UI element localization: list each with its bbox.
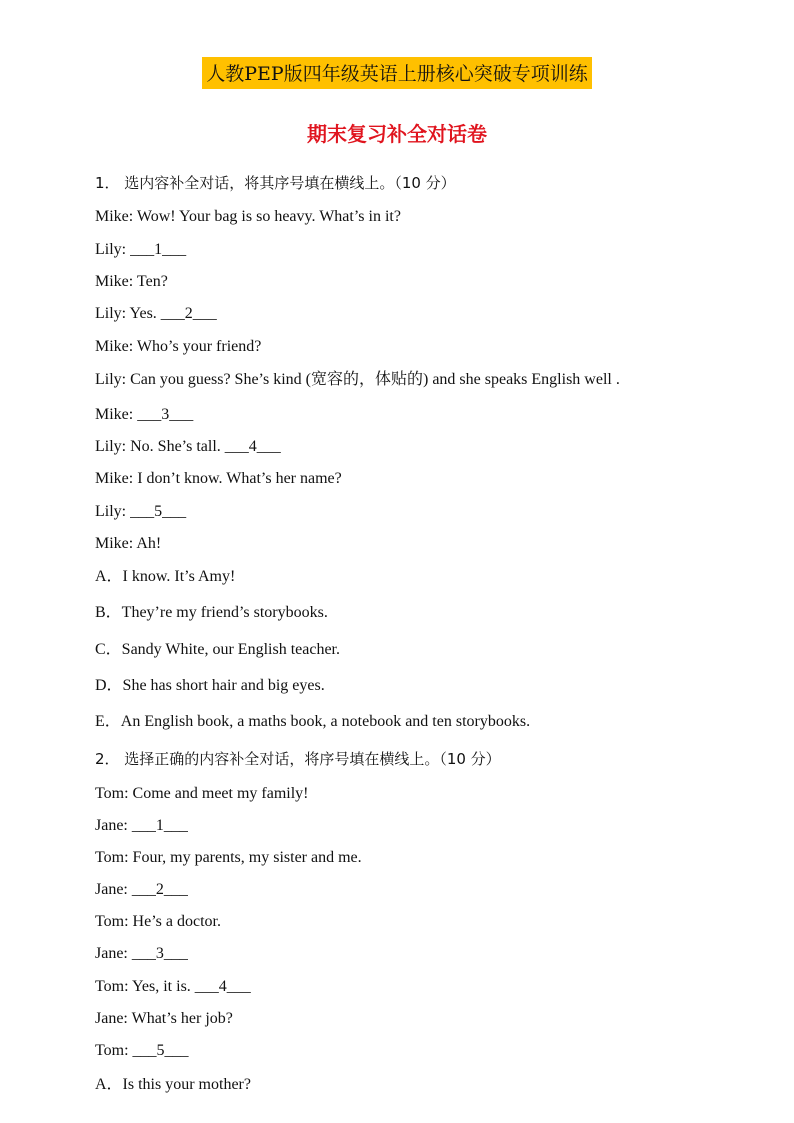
option-item: D．She has short hair and big eyes. xyxy=(95,677,325,694)
dialogue-line: Jane: What’s her job? xyxy=(95,1010,233,1027)
dialogue-line: Lily: Can you guess? She’s kind (宽容的，体贴的) and she speaks English well . xyxy=(95,371,620,388)
dialogue-line: Jane: ___3___ xyxy=(95,945,188,962)
dialogue-line: Mike: I don’t know. What’s her name? xyxy=(95,470,342,487)
dialogue-line: Tom: ___5___ xyxy=(95,1042,189,1059)
dialogue-line: Lily: ___5___ xyxy=(95,503,187,520)
option-item: E．An English book, a maths book, a notebook and ten storybooks. xyxy=(95,713,531,730)
section1-instruction: 1． 选内容补全对话，将其序号填在横线上。（10 分） xyxy=(95,174,456,192)
dialogue-line: Tom: Four, my parents, my sister and me. xyxy=(95,849,362,866)
option-item: A．I know. It’s Amy! xyxy=(95,568,236,585)
section2-instruction: 2． 选择正确的内容补全对话，将序号填在横线上。（10 分） xyxy=(95,750,501,768)
dialogue-line: Mike: Ten? xyxy=(95,273,168,290)
dialogue-line: Lily: ___1___ xyxy=(95,241,187,258)
dialogue-line: Mike: Ah! xyxy=(95,535,162,552)
page-title: 人教PEP版四年级英语上册核心突破专项训练 xyxy=(202,57,591,89)
option-item: A．Is this your mother? xyxy=(95,1076,251,1093)
dialogue-line: Tom: Come and meet my family! xyxy=(95,785,309,802)
dialogue-line: Lily: Yes. ___2___ xyxy=(95,305,217,322)
title-wrap xyxy=(0,57,794,89)
option-item: C．Sandy White, our English teacher. xyxy=(95,641,340,658)
dialogue-line: Mike: ___3___ xyxy=(95,406,194,423)
dialogue-line: Jane: ___2___ xyxy=(95,881,188,898)
dialogue-line: Tom: Yes, it is. ___4___ xyxy=(95,978,251,995)
dialogue-line: Mike: Wow! Your bag is so heavy. What’s in it? xyxy=(95,208,401,225)
page-subtitle: 期末复习补全对话卷 xyxy=(307,122,487,146)
dialogue-line: Lily: No. She’s tall. ___4___ xyxy=(95,438,281,455)
option-item: B．They’re my friend’s storybooks. xyxy=(95,604,328,621)
dialogue-line: Jane: ___1___ xyxy=(95,817,188,834)
dialogue-line: Tom: He’s a doctor. xyxy=(95,913,221,930)
dialogue-line: Mike: Who’s your friend? xyxy=(95,338,262,355)
